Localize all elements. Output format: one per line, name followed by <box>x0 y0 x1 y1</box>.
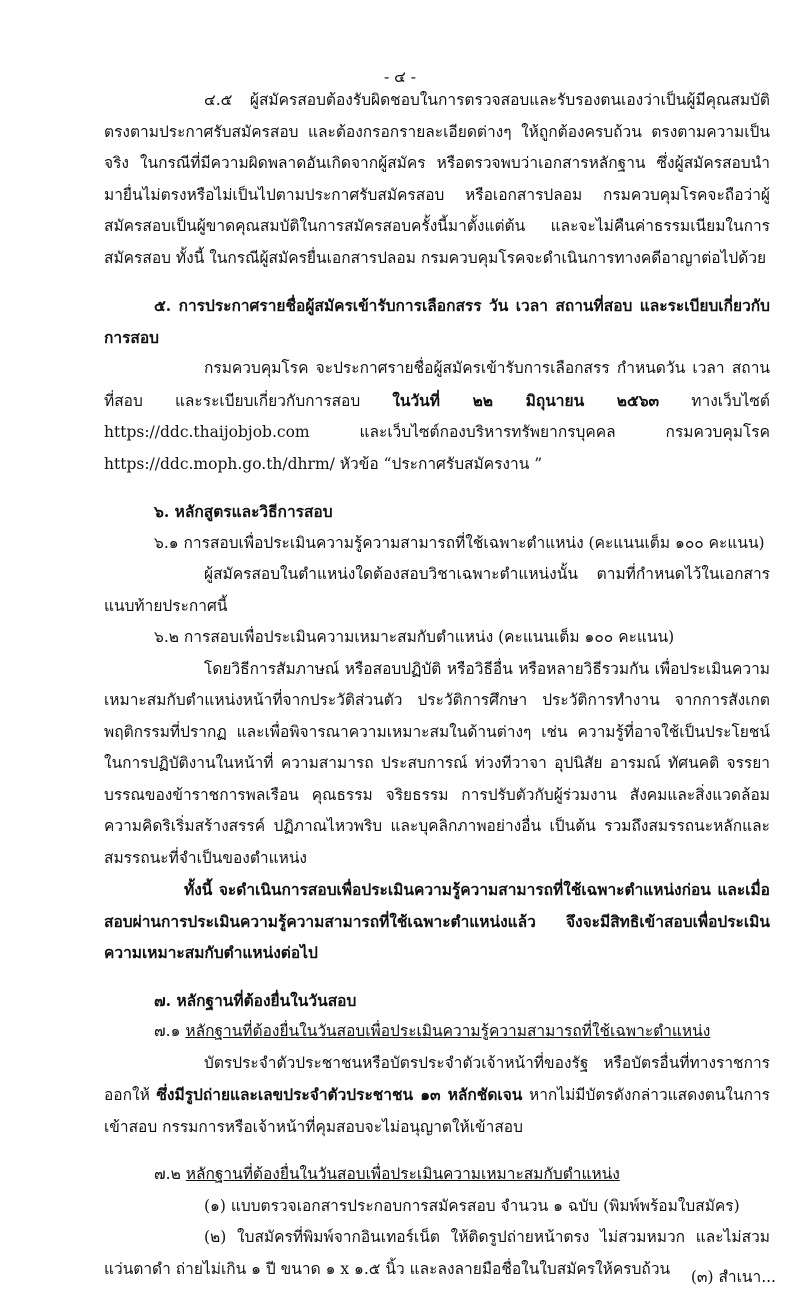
section-6-2-paragraph: โดยวิธีการสัมภาษณ์ หรือสอบปฏิบัติ หรือวิธีอื่น หรือหลายวิธีรวมกัน เพื่อประเมินความเหมาะสมกับตำแหน่งหน้าที่จากประวัติส่วนตัว ประวัติการศึกษา ประวัติการทำงาน จากการสังเกตพฤติกรรมที่ปรากฏ และเพื่อพิจารณาความเหมาะสมในด้านต่างๆ เช่น ความรู้ที่อาจใช้เป็นประโยชน์ในการปฏิบัติงานในหน้าที่ ความสามารถ ประสบการณ์ ท่วงทีวาจา อุปนิสัย อารมณ์ ทัศนคติ จรรยาบรรณของข้าราชการพลเรือน คุณธรรม จริยธรรม การปรับตัวกับผู้ร่วมงาน สังคมและสิ่งแวดล้อม ความคิดริเริ่มสร้างสรรค์ ปฏิภาณไหวพริบ และบุคลิกภาพอย่างอื่น เป็นต้น รวมถึงสมรรถนะหลักและสมรรถนะที่จำเป็นของตำแหน่ง <box>104 659 770 867</box>
section-7-1-number: ๗.๑ <box>154 1022 181 1040</box>
list-item-1: (๑) แบบตรวจเอกสารประกอบการสมัครสอบ จำนวน ๑ ฉบับ (พิมพ์พร้อมใบสมัคร) <box>204 1196 740 1215</box>
section-6-note: ทั้งนี้ จะดำเนินการสอบเพื่อประเมินความรู้ความสามารถที่ใช้เฉพาะตำแหน่งก่อน และเมื่อสอบผ่านการประเมินความรู้ความสามารถที่ใช้เฉพาะตำแหน่งแล้ว จึงจะมีสิทธิเข้าสอบเพื่อประเมินความเหมาะสมกับตำแหน่งต่อไป <box>104 880 770 962</box>
section-7-1-text-b: หากไม่มีบัตรดังกล่าวแสดงตนในการเข้าสอบ กรรมการหรือเจ้าหน้าที่คุมสอบจะไม่อนุญาตให้เข้าสอบ <box>104 1086 770 1136</box>
section-5-text-a: กรมควบคุมโรค จะประกาศรายชื่อผู้สมัครเข้ารับการเลือกสรร กำหนดวัน เวลา สถานที่สอบ และระเบียบเกี่ยวกับการสอบ <box>104 359 770 410</box>
section-7-1-paragraph <box>104 1048 770 1144</box>
section-4-5-paragraph: ๔.๕ ผู้สมัครสอบต้องรับผิดชอบในการตรวจสอบและรับรองตนเองว่าเป็นผู้มีคุณสมบัติตรงตามประกาศรับสมัครสอบ และต้องกรอกรายละเอียดต่างๆ ให้ถูกต้องครบถ้วน ตรงตามความเป็นจริง ในกรณีที่มีความผิดพลาดอันเกิดจากผู้สมัคร หรือตรวจพบว่าเอกสารหลักฐาน ซึ่งผู้สมัครสอบนำมายื่นไม่ตรงหรือไม่เป็นไปตามประกาศรับสมัครสอบ หรือเอกสารปลอม กรมควบคุมโรคจะถือว่าผู้สมัครสอบเป็นผู้ขาดคุณสมบัติในการสมัครสอบครั้งนี้มาตั้งแต่ต้น และจะไม่คืนค่าธรรมเนียมในการสมัครสอบ ทั้งนี้ ในกรณีผู้สมัครยื่นเอกสารปลอม กรมควบคุมโรคจะดำเนินการทางคดีอาญาต่อไปด้วย <box>104 91 770 267</box>
continuation-footer: (๓) สำเนา... <box>690 1268 776 1286</box>
section-5-text-b: ทางเว็บไซต์ https://ddc.thaijobjob.com และเว็บไซต์กองบริหารทรัพยากรบุคคล กรมควบคุมโรค https://ddc.moph.go.th/dhrm/ หัวข้อ “ประกาศรับสมัครงาน ” <box>104 391 770 473</box>
section-7-2-title <box>104 1159 770 1191</box>
list-item-2: (๒) ใบสมัครที่พิมพ์จากอินเทอร์เน็ต ให้ติดรูปถ่ายหน้าตรง ไม่สวมหมวก และไม่สวมแว่นตาดำ ถ่ายไม่เกิน ๑ ปี ขนาด ๑ x ๑.๕ นิ้ว และลงลายมือชื่อในใบสมัครให้ครบถ้วน <box>104 1228 770 1278</box>
section-6-2-title: ๖.๒ การสอบเพื่อประเมินความเหมาะสมกับตำแหน่ง (คะแนนเต็ม ๑๐๐ คะแนน) <box>154 628 675 646</box>
id-card-requirement: ซึ่งมีรูปถ่ายและเลขประจำตัวประชาชน ๑๓ หลักชัดเจน <box>156 1085 523 1104</box>
section-7-1-text-a: บัตรประจำตัวประชาชนหรือบัตรประจำตัวเจ้าหน้าที่ของรัฐ หรือบัตรอื่นที่ทางราชการออกให้ <box>104 1053 770 1104</box>
section-6-1-title: ๖.๑ การสอบเพื่อประเมินความรู้ความสามารถที่ใช้เฉพาะตำแหน่ง (คะแนนเต็ม ๑๐๐ คะแนน) <box>154 533 765 552</box>
section-7-1-title-text: หลักฐานที่ต้องยื่นในวันสอบเพื่อประเมินความรู้ความสามารถที่ใช้เฉพาะตำแหน่ง <box>185 1022 711 1040</box>
section-6-1-paragraph: ผู้สมัครสอบในตำแหน่งใดต้องสอบวิชาเฉพาะตำแหน่งนั้น ตามที่กำหนดไว้ในเอกสารแนบท้ายประกาศนี้ <box>104 565 770 615</box>
page-number: - ๔ - <box>383 68 417 86</box>
announcement-date: ในวันที่ ๒๒ มิถุนายน ๒๕๖๓ <box>392 390 660 410</box>
section-5-heading: ๕. การประกาศรายชื่อผู้สมัครเข้ารับการเลือกสรร วัน เวลา สถานที่สอบ และระเบียบเกี่ยวกับการสอบ <box>104 296 770 347</box>
section-7-1-title <box>104 1016 770 1048</box>
section-7-heading: ๗. หลักฐานที่ต้องยื่นในวันสอบ <box>154 990 357 1010</box>
document-body <box>104 85 770 1285</box>
section-7-2-title-text: หลักฐานที่ต้องยื่นในวันสอบเพื่อประเมินความเหมาะสมกับตำแหน่ง <box>185 1165 620 1183</box>
section-6-heading: ๖. หลักสูตรและวิธีการสอบ <box>154 502 333 521</box>
section-5-paragraph <box>104 353 770 480</box>
section-7-2-number: ๗.๒ <box>154 1165 181 1183</box>
